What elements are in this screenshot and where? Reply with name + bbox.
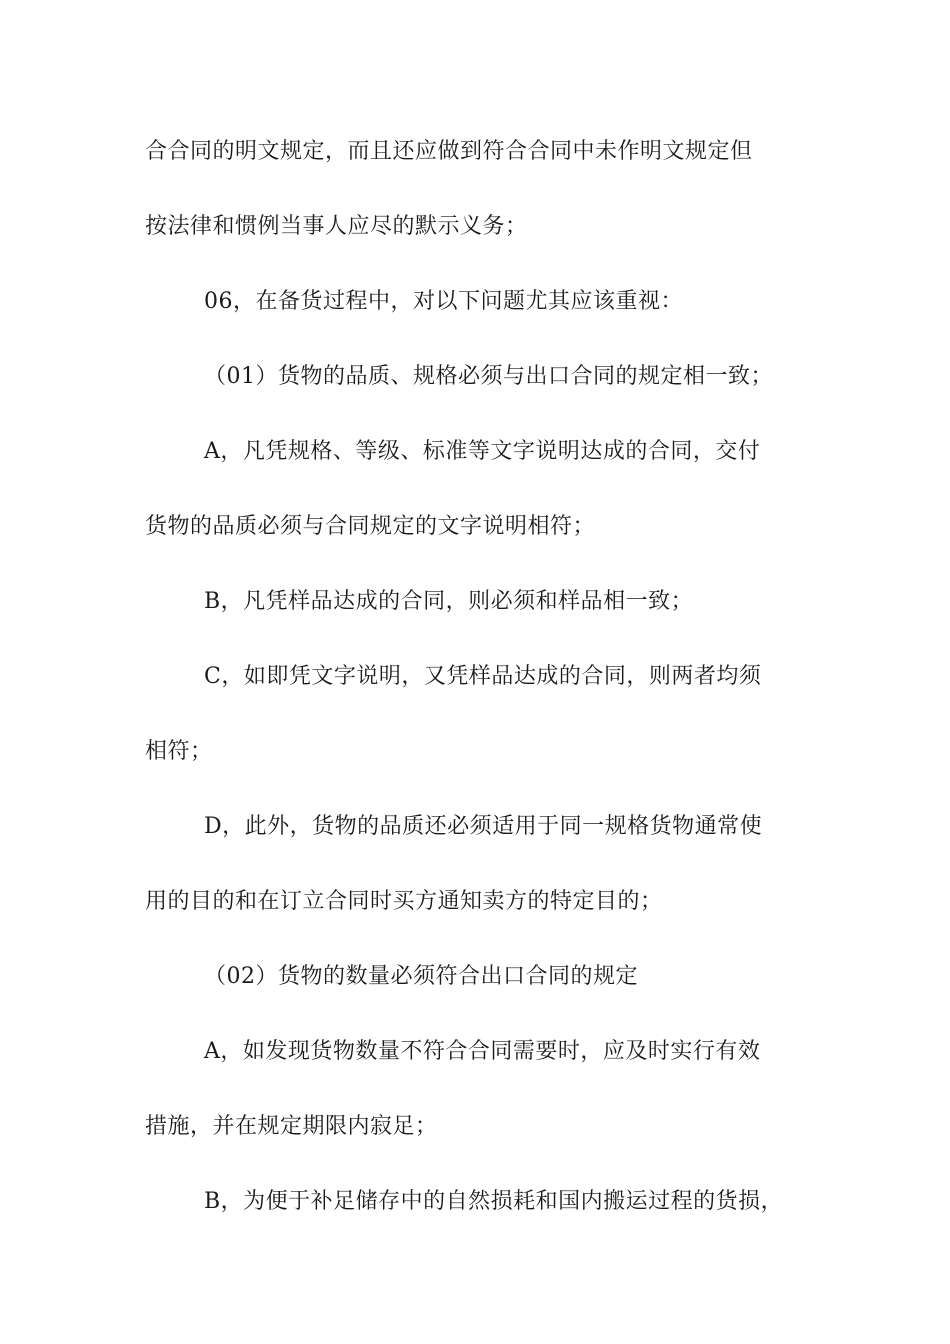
list-item: B，凡凭样品达成的合同，则必须和样品相一致；: [204, 589, 694, 614]
list-item: C，如即凭文字说明，又凭样品达成的合同，则两者均须: [204, 664, 762, 689]
paragraph-line: 措施，并在规定期限内寂足；: [145, 1114, 438, 1139]
paragraph-line: 货物的品质必须与合同规定的文字说明相符；: [145, 514, 596, 539]
subsection-heading: （02）货物的数量必须符合出口合同的规定: [204, 964, 638, 989]
paragraph-line: 用的目的和在订立合同时买方通知卖方的特定目的；: [145, 889, 663, 914]
subsection-heading: （01）货物的品质、规格必须与出口合同的规定相一致；: [204, 364, 773, 389]
paragraph-line: 相符；: [145, 739, 213, 764]
list-item: D，此外，货物的品质还必须适用于同一规格货物通常使: [204, 814, 763, 839]
list-item: A，如发现货物数量不符合合同需要时，应及时实行有效: [204, 1039, 761, 1064]
section-heading: 06，在备货过程中，对以下问题尤其应该重视：: [204, 289, 683, 314]
list-item: B，为便于补足储存中的自然损耗和国内搬运过程的货损，: [204, 1189, 784, 1214]
paragraph-line: 按法律和惯例当事人应尽的默示义务；: [145, 214, 528, 239]
paragraph-line: 合合同的明文规定，而且还应做到符合合同中未作明文规定但: [145, 139, 753, 164]
list-item: A，凡凭规格、等级、标准等文字说明达成的合同，交付: [204, 439, 761, 464]
